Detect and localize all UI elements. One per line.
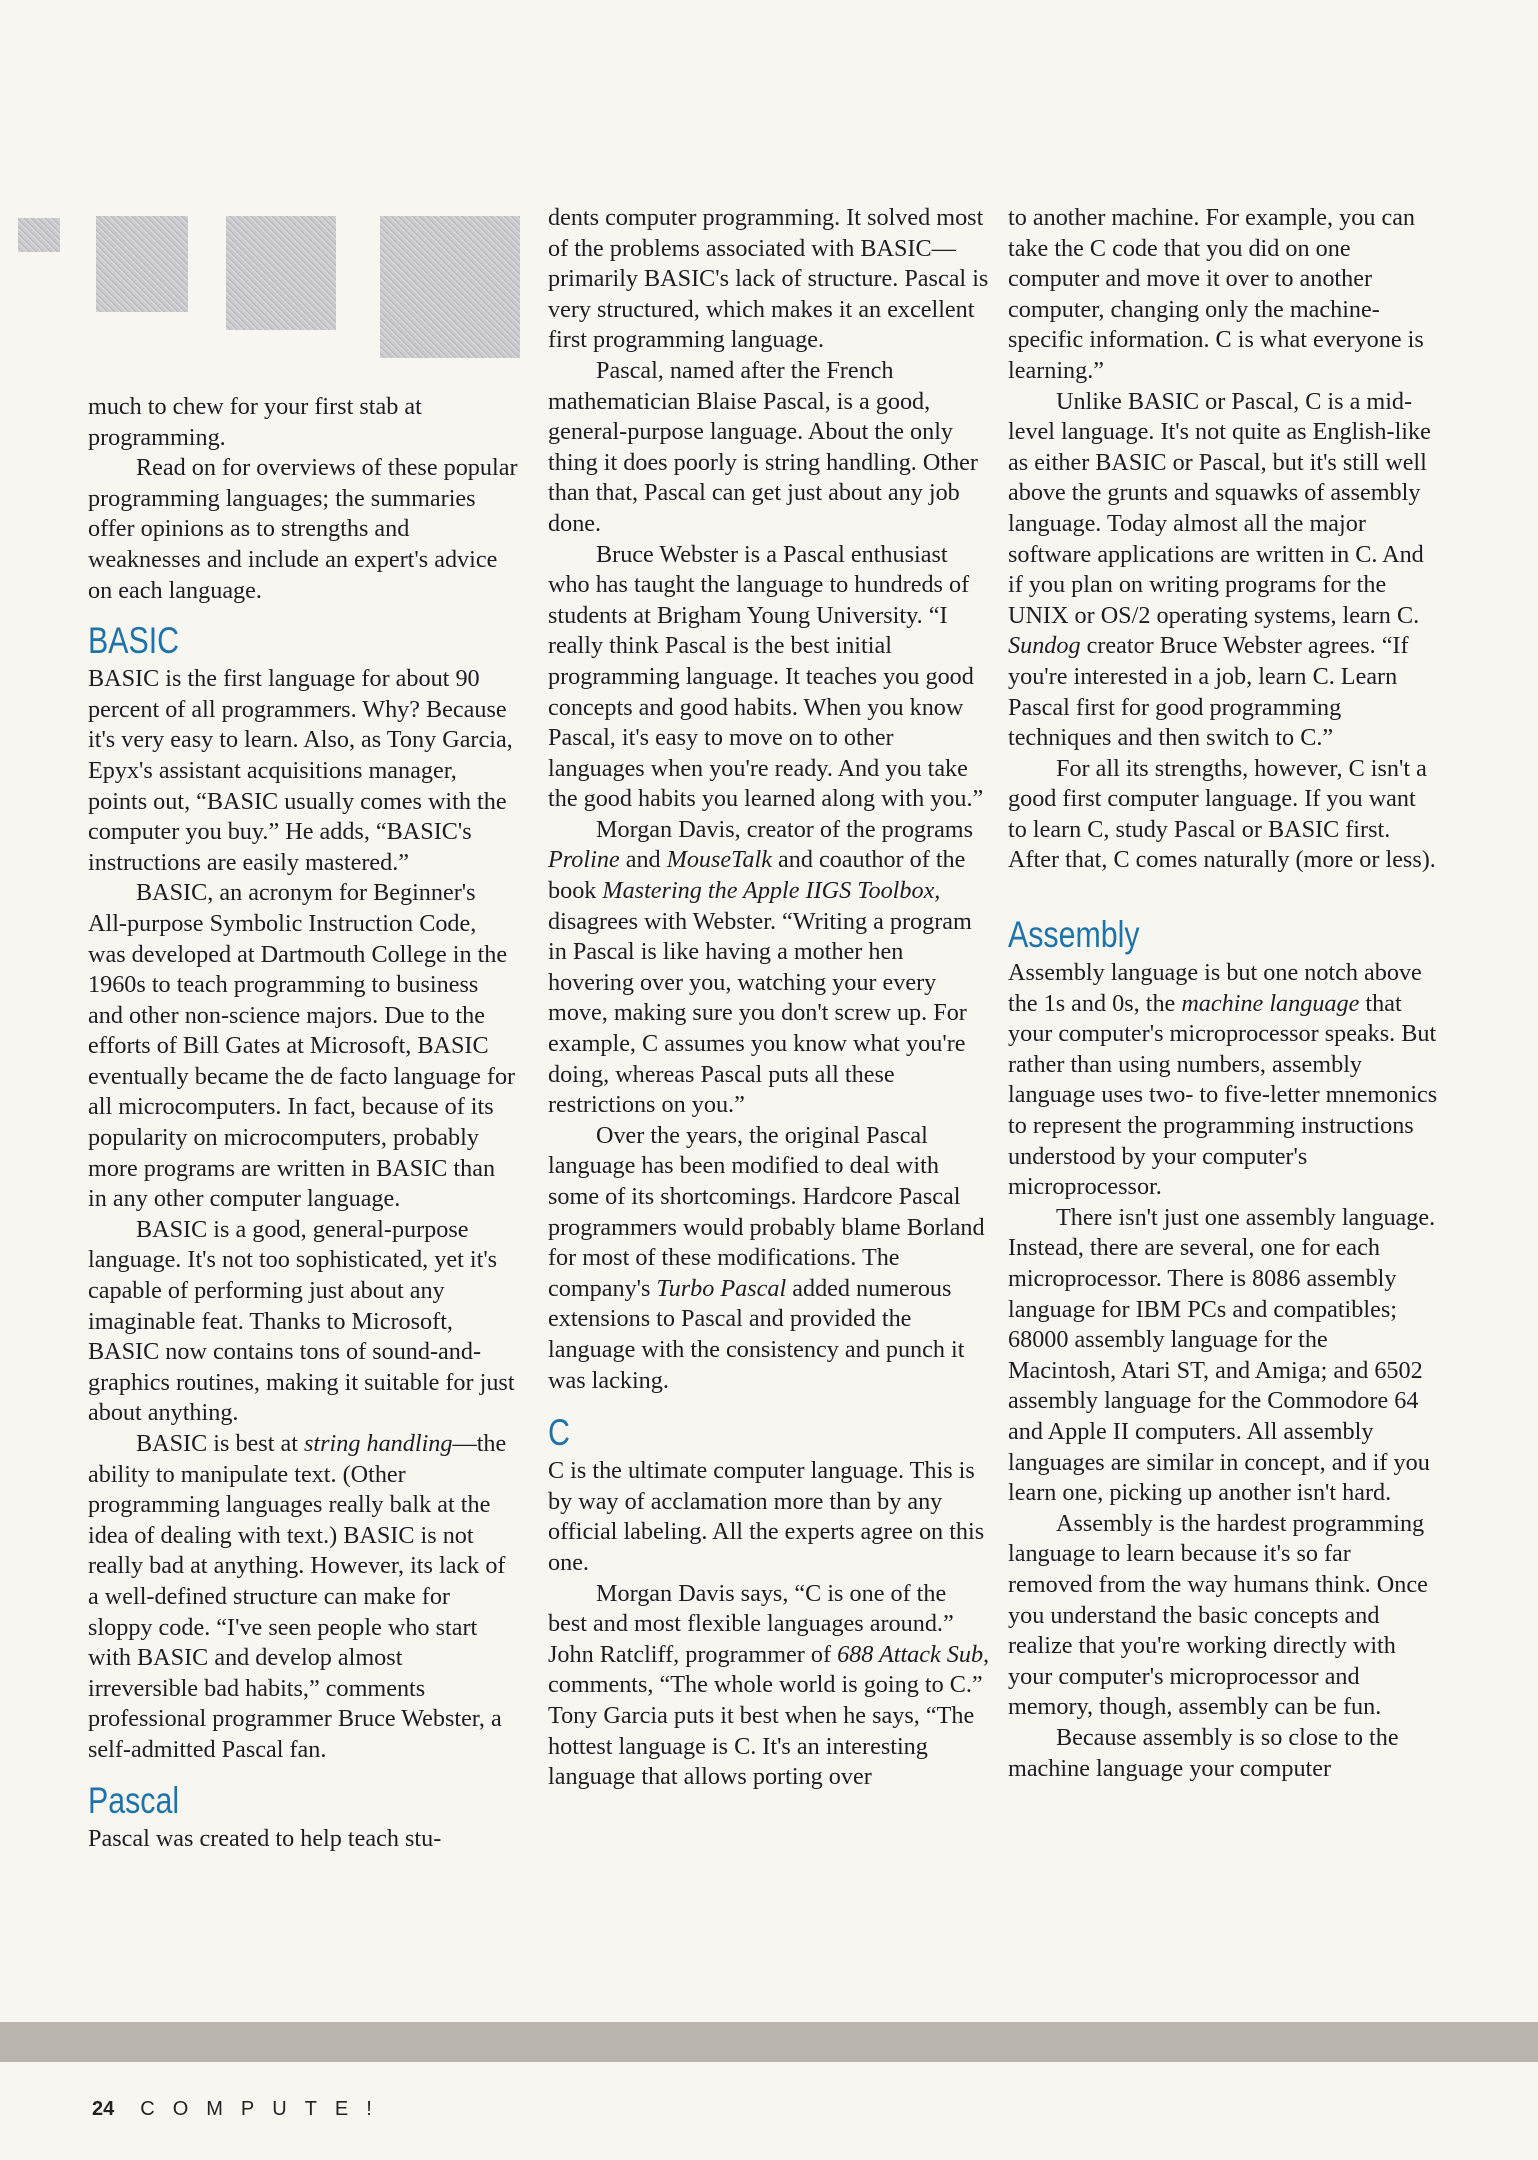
paragraph: Read on for overviews of these popular programming languages; the summaries offer opinions as to strengths and weaknesses and include an expert's advice on each language.	[88, 454, 518, 604]
italic-text: string handling	[303, 1430, 453, 1457]
paragraph: Assembly language is but one notch above the 1s and 0s, the machine language that your computer's microprocessor speaks. But rather than using numbers, assembly language uses two- to five-letter mnemonics to represent the programming instructions understood by your computer's microprocessor.	[1008, 959, 1438, 1201]
paragraph: Over the years, the original Pascal language has been modified to deal with some of its shortcomings. Hardcore Pascal programmers would probably blame Borland for most of these modifications. The company's Turbo Pascal added numerous extensions to Pascal and provided the language with the consistency and punch it was lacking.	[548, 1121, 985, 1394]
italic-text: Proline	[548, 846, 620, 874]
italic-text: Turbo Pascal	[656, 1274, 787, 1302]
paragraph: Unlike BASIC or Pascal, C is a mid-level language. It's not quite as English-like as either BASIC or Pascal, but it's still well above the grunts and squawks of assembly language. Today almost all the major software applications are written in C. And if you plan on writing programs for the UNIX or OS/2 operating systems, learn C. Sundog creator Bruce Webster agrees. “If you're interested in a job, learn C. Learn Pascal first for good programming techniques and then switch to C.”	[1008, 387, 1431, 752]
decorative-square-large	[380, 216, 520, 358]
italic-text: machine language	[1181, 989, 1360, 1017]
paragraph: Morgan Davis, creator of the programs Proline and MouseTalk and coauthor of the book Mastering the Apple IIGS Toolbox, disagrees with Webster. “Writing a program in Pascal is like having a mother hen hovering over you, watching your every move, making sure you don't screw up. For example, C assumes you know what you're doing, whereas Pascal puts all these restrictions on you.”	[548, 815, 974, 1119]
page-number: 24	[92, 2098, 115, 2120]
decorative-square-medium-2	[226, 216, 336, 330]
paragraph: Assembly is the hardest programming language to learn because it's so far removed from the way humans think. Once you understand the basic concepts and realize that you're working directly with your computer's microprocessor and memory, though, assembly can be fun.	[1008, 1509, 1428, 1721]
article-column-2	[548, 203, 990, 1793]
paragraph: BASIC is the first language for about 90 percent of all programmers. Why? Because it's very easy to learn. Also, as Tony Garcia, Epyx's assistant acquisitions manager, points out, “BASIC usually comes with the computer you buy.” He adds, “BASIC's instructions are easily mastered.”	[88, 665, 513, 876]
magazine-title: COMPUTE!	[140, 2098, 390, 2120]
footer-band	[0, 2022, 1538, 2062]
section-heading: Pascal	[88, 1779, 180, 1821]
italic-text: Mastering the Apple IIGS Toolbox,	[602, 877, 941, 905]
paragraph: For all its strengths, however, C isn't a good first computer language. If you want to learn C, study Pascal or BASIC first. After that, C comes naturally (more or less).	[1008, 754, 1436, 874]
section-heading: C	[548, 1412, 570, 1454]
paragraph: dents computer programming. It solved most of the problems associated with BASIC—primarily BASIC's lack of structure. Pascal is very structured, which makes it an excellent first programming language.	[548, 204, 989, 354]
paragraph: Pascal was created to help teach stu-	[88, 1824, 442, 1852]
article-column-3	[1008, 203, 1438, 1784]
italic-text: 688 Attack Sub,	[837, 1640, 990, 1668]
paragraph: BASIC is a good, general-purpose language. It's not too sophisticated, yet it's capable of performing just about any imaginable feat. Thanks to Microsoft, BASIC now contains tons of sound-and-graphics routines, making it suitable for just about anything.	[88, 1215, 515, 1427]
section-heading: BASIC	[88, 620, 180, 662]
page-footer	[92, 2096, 390, 2122]
decorative-square-small	[18, 218, 60, 252]
paragraph: There isn't just one assembly language. Instead, there are several, one for each microprocessor. There is 8086 assembly language for IBM PCs and compatibles; 68000 assembly language for the Macintosh, Atari ST, and Amiga; and 6502 assembly language for the Commodore 64 and Apple II computers. All assembly languages are similar in concept, and if you learn one, picking up another isn't hard.	[1008, 1203, 1436, 1507]
section-heading: Assembly	[1008, 914, 1140, 956]
paragraph: BASIC is best at string handling—the ability to manipulate text. (Other programming languages really balk at the idea of dealing with text.) BASIC is not really bad at anything. However, its lack of a well-defined structure can make for sloppy code. “I've seen people who start with BASIC and develop almost irreversible bad habits,” comments professional programmer Bruce Webster, a self-admitted Pascal fan.	[88, 1430, 507, 1763]
paragraph: C is the ultimate computer language. This is by way of acclamation more than by any official labeling. All the experts agree on this one.	[548, 1457, 985, 1576]
italic-text: MouseTalk	[666, 846, 772, 874]
paragraph: much to chew for your first stab at programming.	[88, 393, 422, 451]
paragraph: Morgan Davis says, “C is one of the best and most flexible languages around.” John Ratcliff, programmer of 688 Attack Sub, comments, “The whole world is going to C.” Tony Garcia puts it best when he says, “The hottest language is C. It's an interesting language that allows porting over	[548, 1579, 990, 1791]
paragraph: to another machine. For example, you can take the C code that you did on one computer and move it over to another computer, changing only the machine-specific information. C is what everyone is learning.”	[1008, 204, 1424, 384]
paragraph: Because assembly is so close to the machine language your computer	[1008, 1723, 1399, 1782]
paragraph: BASIC, an acronym for Beginner's All-purpose Symbolic Instruction Code, was developed at Dartmouth College in the 1960s to teach programming to business and other non-science majors. Due to the efforts of Bill Gates at Microsoft, BASIC eventually became the de facto language for all microcomputers. In fact, because of its popularity on microcomputers, probably more programs are written in BASIC than in any other computer language.	[88, 879, 516, 1213]
decorative-square-medium-1	[96, 216, 188, 312]
article-column-1	[88, 392, 518, 1854]
italic-text: Sundog	[1008, 632, 1081, 660]
paragraph: Bruce Webster is a Pascal enthusiast who has taught the language to hundreds of students at Brigham Young University. “I really think Pascal is the best initial programming language. It teaches you good concepts and good habits. When you know Pascal, it's easy to move on to other languages when you're ready. And you take the good habits you learned along with you.”	[548, 540, 984, 813]
paragraph: Pascal, named after the French mathematician Blaise Pascal, is a good, general-purpose language. About the only thing it does poorly is string handling. Other than that, Pascal can get just about any job done.	[548, 356, 978, 537]
